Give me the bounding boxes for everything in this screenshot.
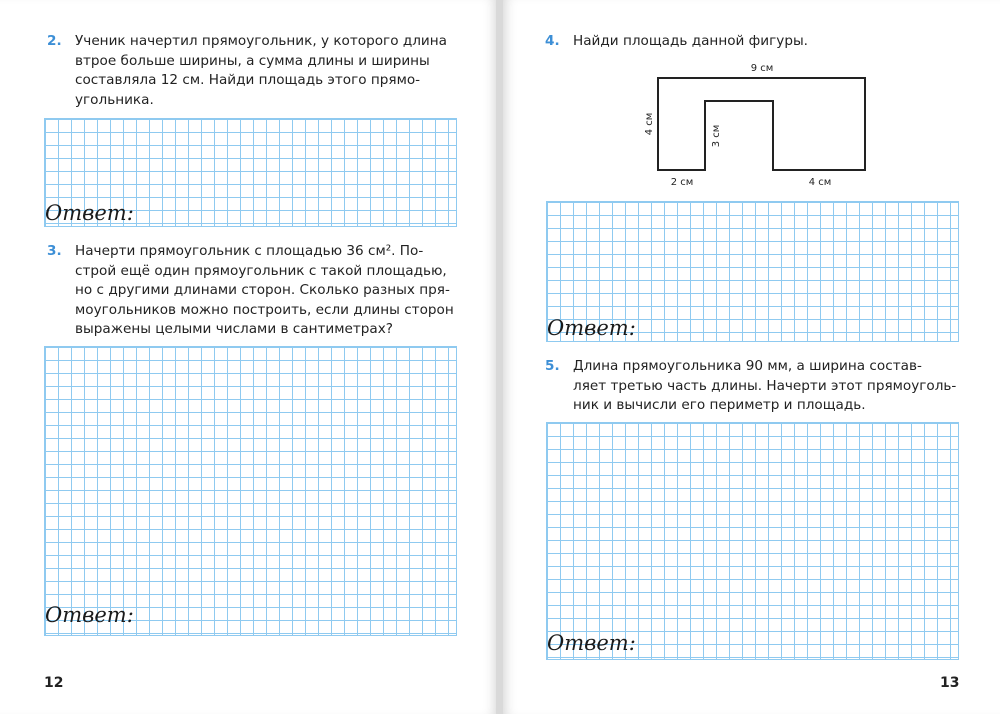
figure-label-top: 9 см xyxy=(750,63,774,74)
task-5 xyxy=(545,357,956,416)
task-text-line: угольника. xyxy=(75,91,154,108)
answer-grid-task-3[interactable] xyxy=(44,346,457,636)
answer-label: Ответ: xyxy=(45,603,134,627)
task-text-line: составляла 12 см. Найди площадь этого прямо- xyxy=(75,72,421,88)
composite-figure xyxy=(640,58,880,193)
task-text-line: строй ещё один прямоугольник с такой площадью, xyxy=(75,262,447,279)
task-text-line: моугольников можно построить, если длины сторон xyxy=(75,301,454,318)
task-text-line: ляет третью часть длины. Начерти этот прямоуголь- xyxy=(573,377,957,394)
figure-label-bottom-left: 2 см xyxy=(670,177,694,188)
task-2 xyxy=(47,32,447,110)
figure-label-inner: 3 см xyxy=(711,124,722,148)
page-number: 12 xyxy=(44,675,64,691)
task-text-line: втрое больше ширины, а сумма длины и ширины xyxy=(75,52,430,69)
task-number: 3. xyxy=(47,243,62,259)
task-text-line: Длина прямоугольника 90 мм, а ширина состав- xyxy=(573,358,922,374)
task-4 xyxy=(545,32,808,52)
task-text-line: Начерти прямоугольник с площадью 36 см². По- xyxy=(75,243,424,259)
task-text-line: ник и вычисли его периметр и площадь. xyxy=(573,397,866,413)
task-text-line: выражены целыми числами в сантиметрах? xyxy=(75,321,394,337)
page-number: 13 xyxy=(940,675,960,691)
left-page xyxy=(0,0,497,714)
task-number: 4. xyxy=(545,33,560,49)
answer-label: Ответ: xyxy=(45,201,134,225)
task-text-line: но с другими длинами сторон. Сколько разных пря- xyxy=(75,282,450,298)
task-text-line: Найди площадь данной фигуры. xyxy=(573,33,809,49)
figure-label-bottom-right: 4 см xyxy=(808,177,832,188)
task-number: 2. xyxy=(47,33,62,49)
task-3 xyxy=(47,242,454,340)
task-text-line: Ученик начертил прямоугольник, у которого длина xyxy=(75,33,447,49)
figure-label-left: 4 см xyxy=(644,112,655,136)
figure-outline xyxy=(658,78,865,170)
answer-grid-task-5[interactable] xyxy=(546,422,959,660)
answer-label: Ответ: xyxy=(547,316,636,340)
task-number: 5. xyxy=(545,358,560,374)
answer-label: Ответ: xyxy=(547,631,636,655)
